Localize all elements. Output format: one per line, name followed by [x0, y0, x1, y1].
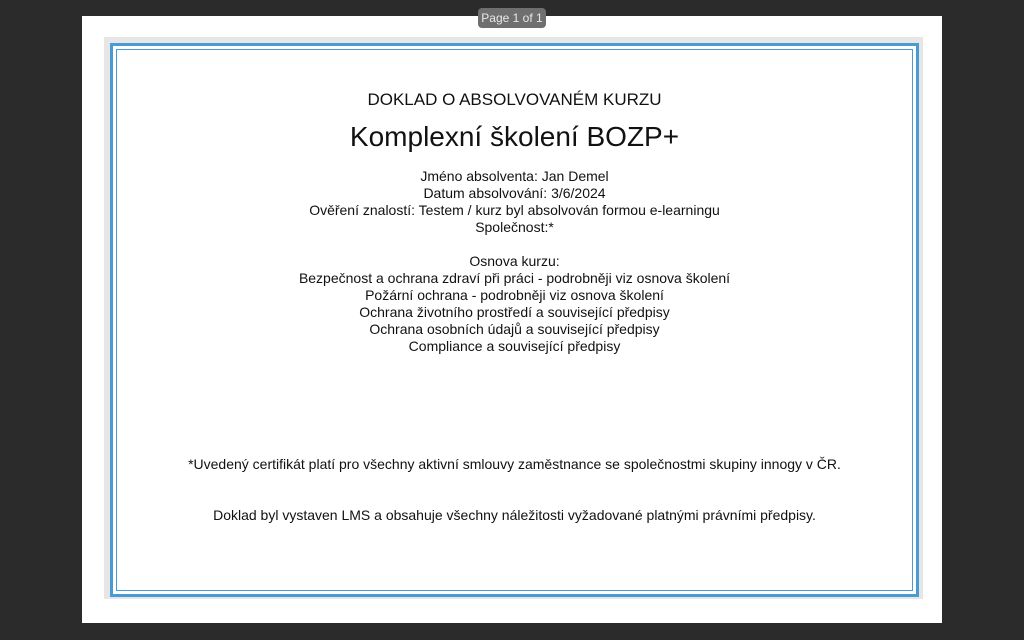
- page-indicator: Page 1 of 1: [478, 8, 546, 28]
- info-label: Datum absolvování:: [423, 185, 548, 201]
- course-title: Komplexní školení BOZP+: [349, 121, 680, 152]
- info-row-name: [113, 168, 916, 185]
- certificate-content: [113, 46, 916, 594]
- info-row-verification: [113, 202, 916, 219]
- outline-item: Bezpečnost a ochrana zdraví při práci - podrobněji viz osnova školení: [298, 270, 731, 286]
- outline-title: Osnova kurzu:: [469, 253, 560, 269]
- info-row-company: [113, 219, 916, 236]
- outline-item: Ochrana životního prostředí a související předpisy: [359, 304, 670, 320]
- certificate-heading: DOKLAD O ABSOLVOVANÉM KURZU: [367, 90, 662, 109]
- document-page: [82, 16, 942, 623]
- outline-item: Požární ochrana - podrobněji viz osnova školení: [365, 287, 664, 303]
- info-value: Jan Demel: [541, 168, 609, 184]
- outline-item: Ochrana osobních údajů a související předpisy: [369, 321, 660, 337]
- info-row-date: [113, 185, 916, 202]
- certificate-border: [110, 43, 919, 597]
- outline-item: Compliance a související předpisy: [408, 338, 621, 354]
- graduate-info: [113, 168, 916, 236]
- info-label: Společnost:*: [475, 219, 554, 235]
- validity-note: *Uvedený certifikát platí pro všechny aktivní smlouvy zaměstnance se společnostmi skupiny innogy v ČR.: [188, 456, 841, 472]
- info-label: Ověření znalostí:: [309, 202, 416, 218]
- issuer-footer: Doklad byl vystaven LMS a obsahuje všechny náležitosti vyžadované platnými právními předpisy.: [213, 507, 816, 523]
- info-value: 3/6/2024: [551, 185, 606, 201]
- info-label: Jméno absolventa:: [420, 168, 538, 184]
- course-outline: [113, 253, 916, 355]
- info-value: Testem / kurz byl absolvován formou e-learningu: [418, 202, 720, 218]
